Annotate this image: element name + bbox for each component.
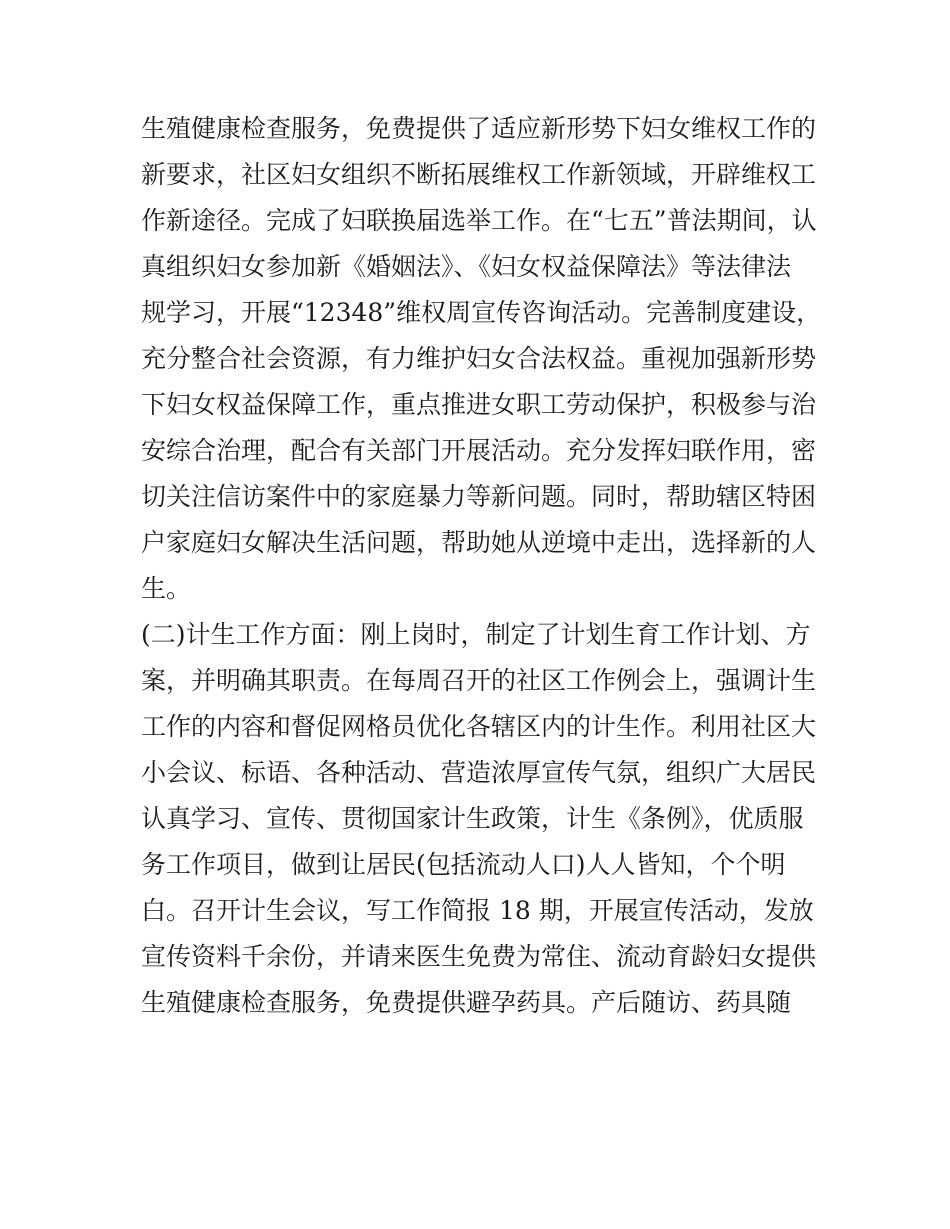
text-line: 白。召开计生会议，写工作简报 18 期，开展宣传活动，发放 (141, 896, 814, 925)
text-line: 生殖健康检查服务，免费提供了适应新形势下妇女维权工作的 (141, 114, 817, 143)
text-line: 工作的内容和督促网格员优化各辖区内的计生作。利用社区大 (141, 712, 817, 741)
text-line: 作新途径。完成了妇联换届选举工作。在“七五”普法期间，认 (141, 206, 817, 235)
text-line: 充分整合社会资源，有力维护妇女合法权益。重视加强新形势 (141, 344, 817, 373)
text-line: 规学习，开展“12348”维权周宣传咨询活动。完善制度建设， (141, 298, 821, 327)
text-line: 认真学习、宣传、贯彻国家计生政策，计生《条例》，优质服 (141, 804, 804, 833)
text-line: 生殖健康检查服务，免费提供避孕药具。产后随访、药具随 (141, 988, 792, 1017)
text-line: 安综合治理，配合有关部门开展活动。充分发挥妇联作用，密 (141, 436, 817, 465)
body-text (141, 106, 821, 1026)
text-line: 切关注信访案件中的家庭暴力等新问题。同时，帮助辖区特困 (141, 482, 817, 511)
text-line: 真组织妇女参加新《婚姻法》、《妇女权益保障法》等法律法 (141, 252, 792, 281)
text-line: 务工作项目，做到让居民(包括流动人口)人人皆知，个个明 (141, 850, 786, 879)
text-line: 户家庭妇女解决生活问题，帮助她从逆境中走出，选择新的人 (141, 528, 817, 557)
text-line: 案，并明确其职责。在每周召开的社区工作例会上，强调计生 (141, 666, 817, 695)
text-line: 宣传资料千余份，并请来医生免费为常住、流动育龄妇女提供 (141, 942, 817, 971)
text-line: 新要求，社区妇女组织不断拓展维权工作新领域，开辟维权工 (141, 160, 817, 189)
section-heading-line: (二)计生工作方面：刚上岗时，制定了计划生育工作计划、方 (141, 620, 811, 649)
text-line: 小会议、标语、各种活动、营造浓厚宣传气氛，组织广大居民 (141, 758, 817, 787)
text-line: 下妇女权益保障工作，重点推进女职工劳动保护，积极参与治 (141, 390, 817, 419)
text-line: 生。 (141, 574, 192, 603)
